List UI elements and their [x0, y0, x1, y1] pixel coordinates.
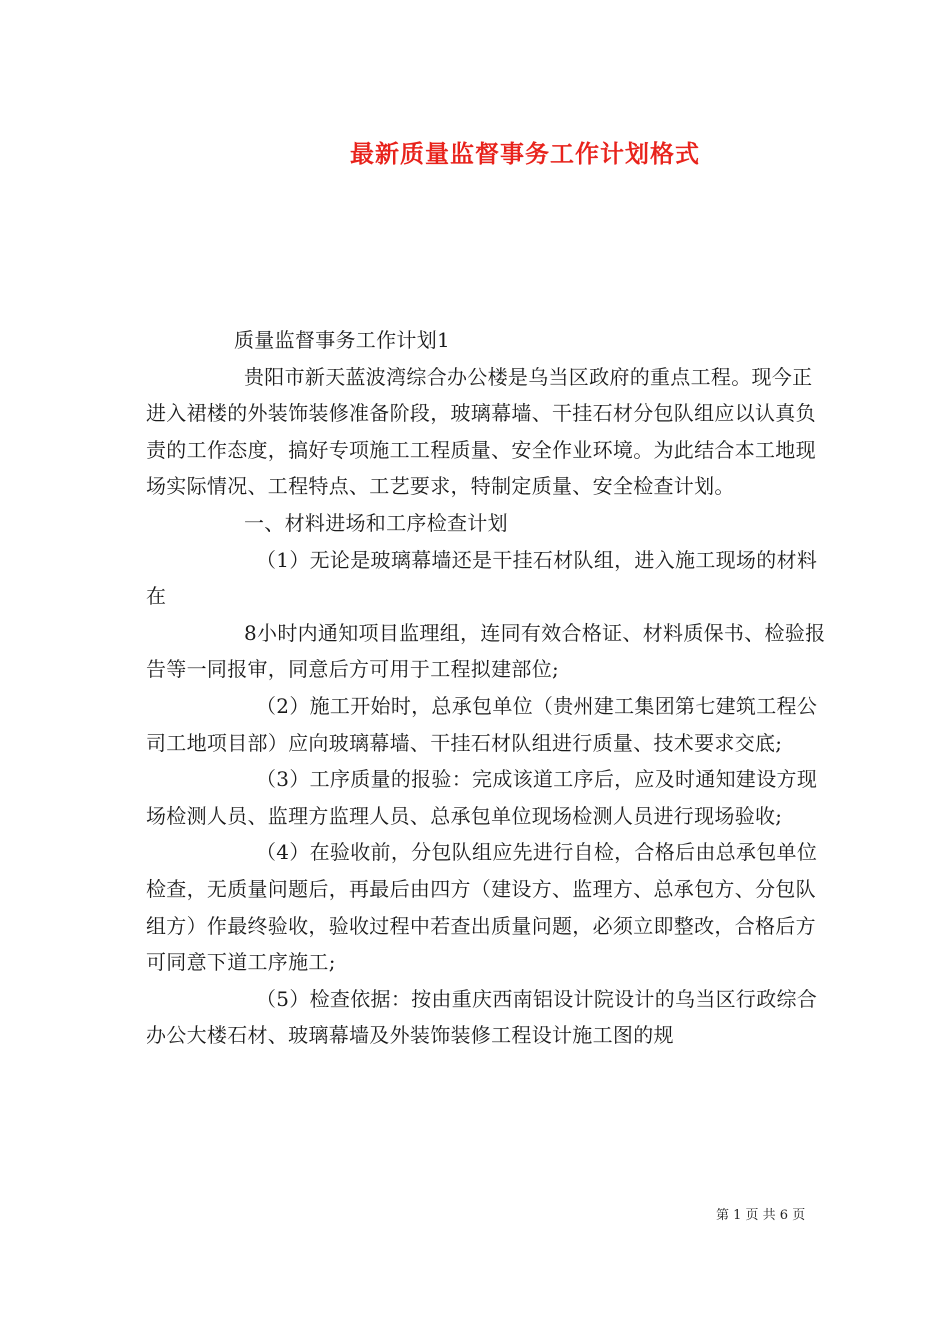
- document-title: 最新质量监督事务工作计划格式: [350, 139, 700, 168]
- section-subtitle: 质量监督事务工作计划1: [234, 328, 451, 352]
- page-number: 第 1 页 共 6 页: [716, 1208, 806, 1223]
- document-body: [146, 322, 826, 1054]
- paragraph: 8小时内通知项目监理组，连同有效合格证、材料质保书、检验报告等一同报审，同意后方可用于工程拟建部位;: [146, 620, 826, 682]
- paragraph: （5）检查依据：按由重庆西南铝设计院设计的乌当区行政综合办公大楼石材、玻璃幕墙及外装饰装修工程设计施工图的规: [146, 986, 818, 1048]
- paragraph: （2）施工开始时，总承包单位（贵州建工集团第七建筑工程公司工地项目部）应向玻璃幕墙、干挂石材队组进行质量、技术要求交底;: [146, 693, 818, 755]
- paragraph: （3）工序质量的报验：完成该道工序后，应及时通知建设方现场检测人员、监理方监理人员、总承包单位现场检测人员进行现场验收;: [146, 767, 818, 828]
- paragraph: （1）无论是玻璃幕墙还是干挂石材队组，进入施工现场的材料在: [146, 547, 818, 609]
- paragraph: 一、材料进场和工序检查计划: [244, 510, 508, 535]
- paragraph: （4）在验收前，分包队组应先进行自检，合格后由总承包单位检查，无质量问题后，再最后由四方（建设方、监理方、总承包方、分包队组方）作最终验收，验收过程中若查出质量问题，必须立即整改，合格后方可同意下道工序施工;: [146, 840, 818, 975]
- paragraph: 贵阳市新天蓝波湾综合办公楼是乌当区政府的重点工程。现今正进入裙楼的外装饰装修准备阶段，玻璃幕墙、干挂石材分包队组应以认真负责的工作态度，搞好专项施工工程质量、安全作业环境。为此结合本工地现场实际情况、工程特点、工艺要求，特制定质量、安全检查计划。: [146, 364, 816, 499]
